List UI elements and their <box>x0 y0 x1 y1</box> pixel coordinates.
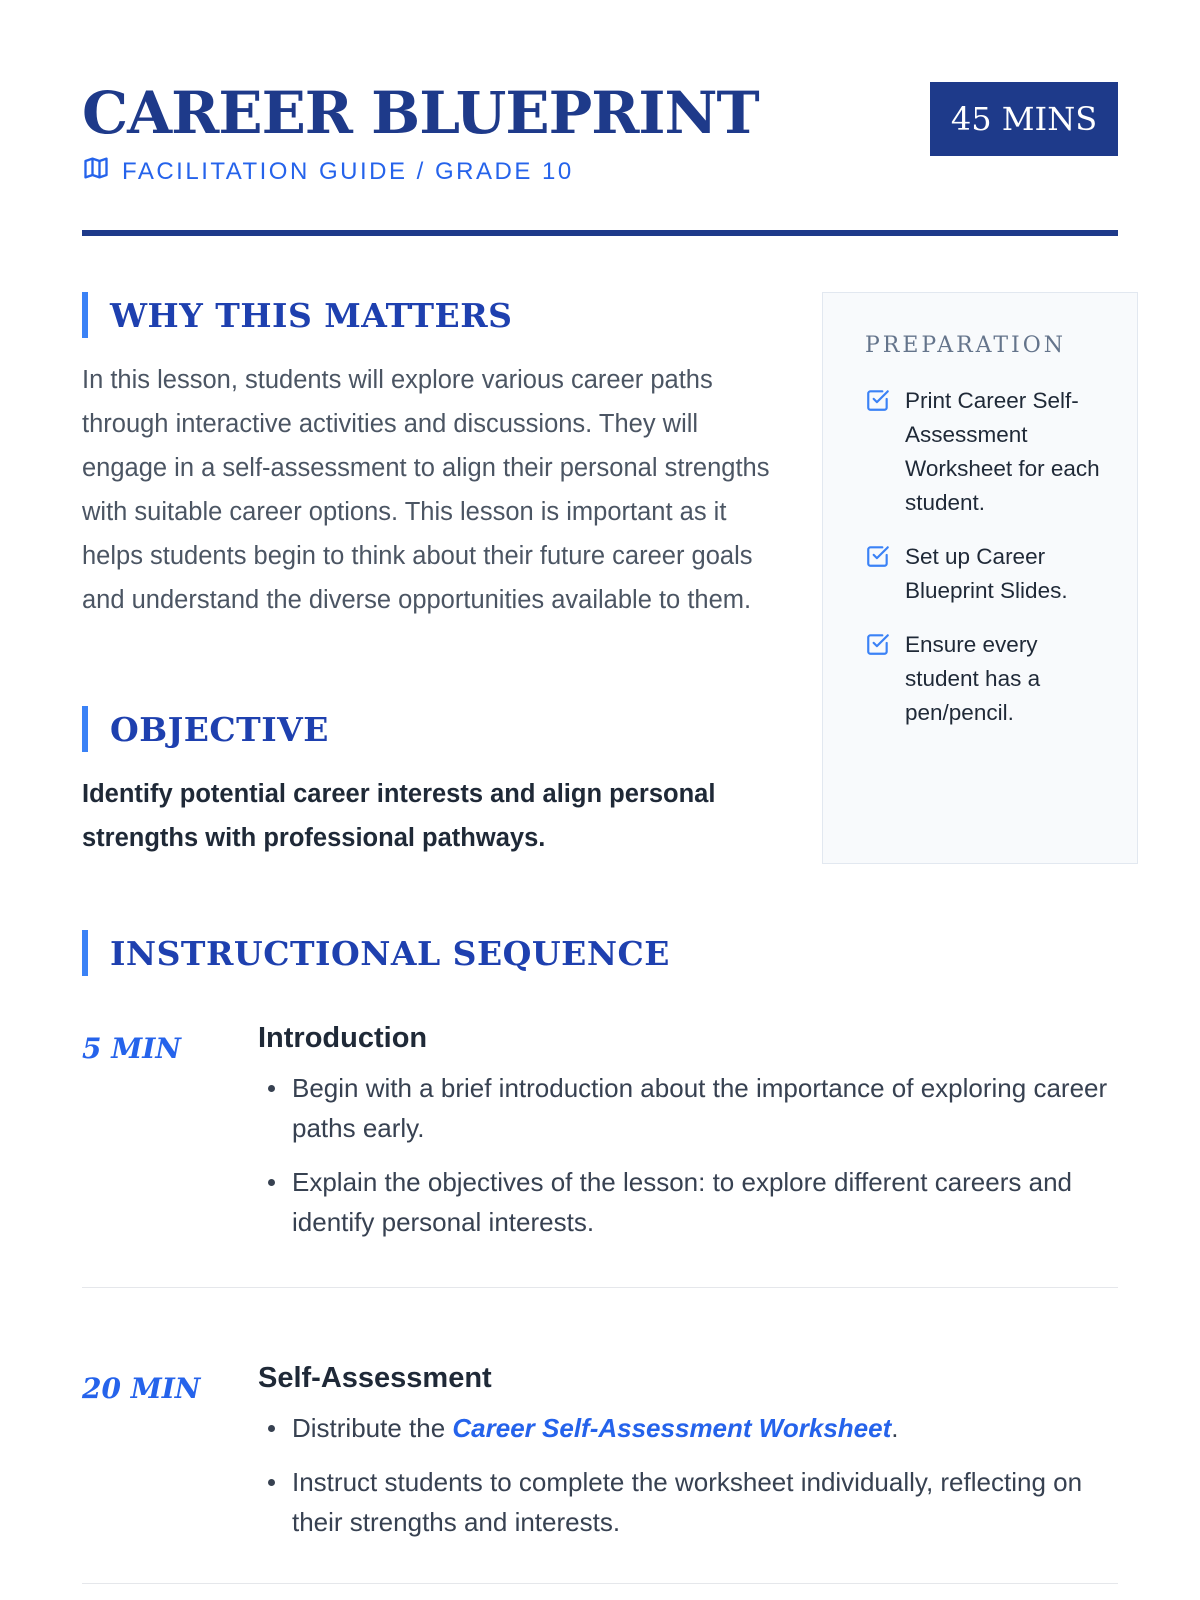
step-duration: 20 MIN <box>82 1372 201 1405</box>
preparation-title: PREPARATION <box>865 333 1066 358</box>
worksheet-link[interactable]: Career Self-Assessment Worksheet <box>452 1413 892 1443</box>
preparation-item-text: Ensure every student has a pen/pencil. <box>905 632 1041 725</box>
sequence-section <box>82 930 1118 976</box>
step-title: Introduction <box>258 1022 428 1054</box>
preparation-list <box>865 384 1107 730</box>
checkbox-checked-icon <box>865 628 891 730</box>
subtitle-text: FACILITATION GUIDE / GRADE 10 <box>122 157 574 185</box>
step-list-item <box>258 1408 1118 1448</box>
preparation-item <box>865 384 1107 520</box>
sequence-step <box>82 1018 1118 1288</box>
step-duration: 5 MIN <box>82 1032 181 1065</box>
step-item-suffix: . <box>891 1413 899 1443</box>
why-heading: WHY THIS MATTERS <box>82 292 772 338</box>
preparation-card <box>822 292 1138 864</box>
preparation-item-text: Set up Career Blueprint Slides. <box>905 544 1068 603</box>
step-body <box>258 1358 1118 1542</box>
why-section <box>82 292 772 622</box>
step-list-item: Explain the objectives of the lesson: to explore different careers and identify personal interests. <box>258 1162 1118 1242</box>
duration-badge: 45 MINS <box>930 82 1118 156</box>
page-header <box>82 79 1118 236</box>
preparation-item <box>865 540 1107 608</box>
preparation-item <box>865 628 1107 730</box>
preparation-item-text: Print Career Self-Assessment Worksheet for each student. <box>905 388 1100 515</box>
step-body <box>258 1018 1118 1242</box>
objective-heading: OBJECTIVE <box>82 706 772 752</box>
objective-body: Identify potential career interests and align personal strengths with professional pathways. <box>82 780 716 852</box>
step-list-item: Instruct students to complete the worksheet individually, reflecting on their strengths and interests. <box>258 1462 1118 1542</box>
checkbox-checked-icon <box>865 384 891 520</box>
objective-section <box>82 706 772 860</box>
step-list <box>258 1068 1118 1242</box>
step-list-item: Begin with a brief introduction about the importance of exploring career paths early. <box>258 1068 1118 1148</box>
step-title: Self-Assessment <box>258 1362 492 1394</box>
why-body: In this lesson, students will explore various career paths through interactive activities and discussions. They will engage in a self-assessment to align their personal strengths with suitable career options. This lesson is important as it helps students begin to think about their future career goals and understand the diverse opportunities available to them. <box>82 366 770 614</box>
sequence-heading: INSTRUCTIONAL SEQUENCE <box>82 930 1118 976</box>
sequence-step <box>82 1358 1118 1584</box>
map-icon <box>82 154 110 189</box>
page-subtitle <box>82 154 1118 189</box>
checkbox-checked-icon <box>865 540 891 608</box>
step-item-prefix: Distribute the <box>292 1413 453 1443</box>
step-list <box>258 1408 1118 1542</box>
page-title: CAREER BLUEPRINT <box>82 79 759 147</box>
